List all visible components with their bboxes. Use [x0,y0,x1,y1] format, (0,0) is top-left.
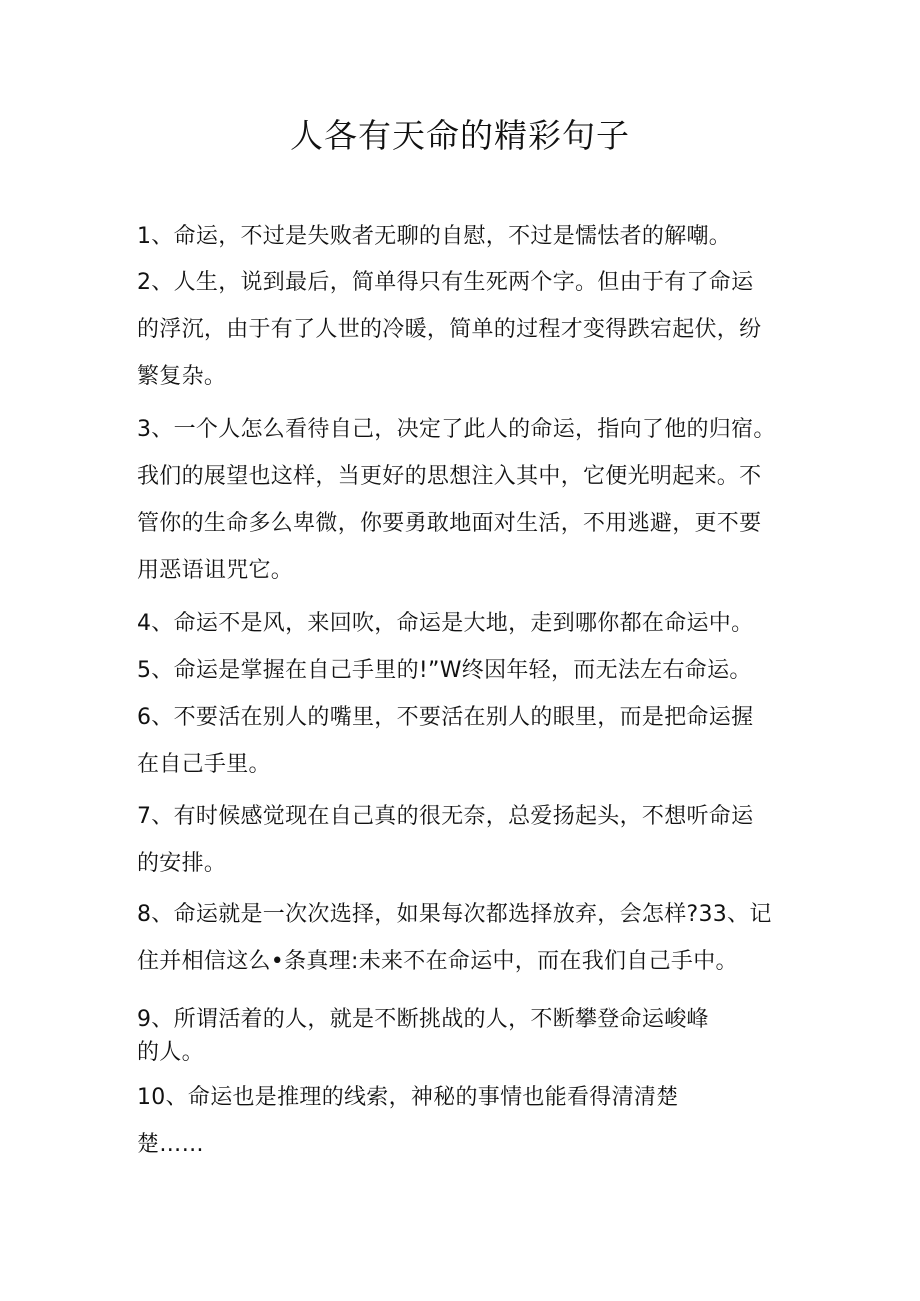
page-title: 人各有天命的精彩句子 [290,116,630,155]
paragraph-line: 9、所谓活着的人，就是不断挑战的人，不断攀登命运峻峰 [137,1007,709,1032]
paragraph-line: 的安排。 [137,851,227,876]
paragraph-line: 的人。 [137,1040,204,1065]
paragraph-line: 住并相信这么•条真理:未来不在命运中，而在我们自己手中。 [137,949,738,974]
paragraph-line: 在自己手里。 [137,752,271,777]
paragraph-line: 繁复杂。 [137,364,227,389]
paragraph-2 [137,259,797,400]
paragraph-line: 用恶语诅咒它。 [137,558,294,583]
paragraph-10 [137,1074,797,1168]
paragraph-9 [137,1003,797,1069]
paragraph-line: 7、有时候感觉现在自己真的很无奈，总爱扬起头，不想听命运 [137,804,754,829]
paragraph-3 [137,406,797,594]
paragraph-line: 10、命运也是推理的线索，神秘的事情也能看得清清楚 [137,1085,679,1110]
paragraph-line: 8、命运就是一次次选择，如果每次都选择放弃，会怎样?33、记 [137,902,772,927]
paragraph-1 [137,213,797,260]
paragraph-line: 5、命运是掌握在自己手里的!”W终因年轻，而无法左右命运。 [137,658,752,683]
paragraph-8 [137,891,797,985]
paragraph-line: 我们的展望也这样，当更好的思想注入其中，它便光明起来。不 [137,464,762,489]
paragraph-line: 管你的生命多么卑微，你要勇敢地面对生活，不用逃避，更不要 [137,511,762,536]
paragraph-line: 楚…… [137,1132,204,1157]
paragraph-line: 3、一个人怎么看待自己，决定了此人的命运，指向了他的归宿。 [137,417,776,442]
paragraph-line: 1、命运，不过是失败者无聊的自慰，不过是懦怯者的解嘲。 [137,224,732,249]
paragraph-line: 2、人生，说到最后，简单得只有生死两个字。但由于有了命运 [137,270,754,295]
paragraph-7 [137,793,797,887]
paragraph-line: 6、不要活在别人的嘴里，不要活在别人的眼里，而是把命运握 [137,705,754,730]
paragraph-6 [137,694,797,788]
paragraph-line: 的浮沉，由于有了人世的冷暖，简单的过程才变得跌宕起伏，纷 [137,317,762,342]
paragraph-line: 4、命运不是风，来回吹，命运是大地，走到哪你都在命运中。 [137,611,754,636]
paragraph-4 [137,600,797,647]
paragraph-5 [137,647,797,694]
